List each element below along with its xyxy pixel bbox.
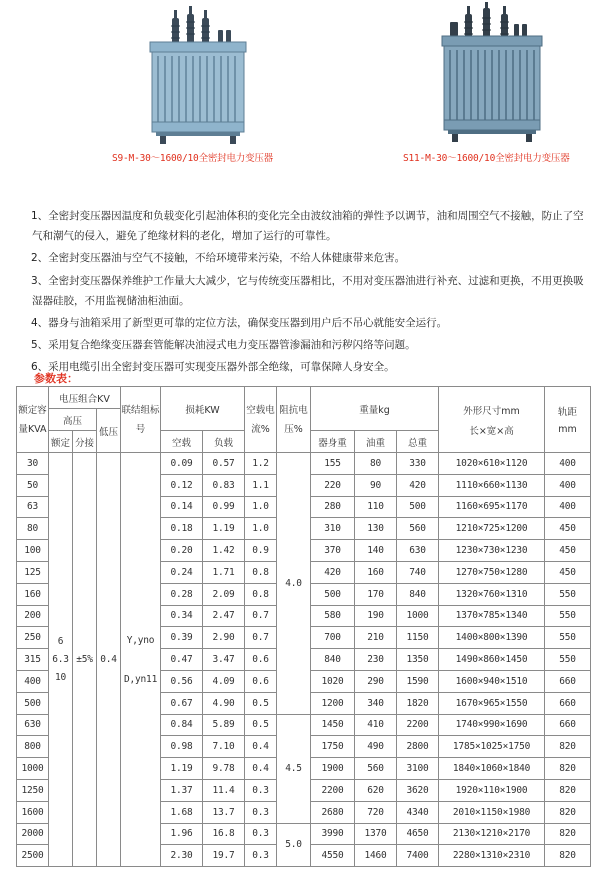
cell-total-weight: 840 <box>397 583 439 605</box>
cell-no-load-loss: 1.19 <box>161 758 203 780</box>
cell-oil-weight: 230 <box>355 649 397 671</box>
rated-hv-value: 6.3 <box>52 653 69 665</box>
oil-transformer-icon <box>0 0 300 175</box>
cell-no-load-current: 1.0 <box>245 496 277 518</box>
cell-body-weight: 370 <box>311 540 355 562</box>
header-tap: 分接 <box>73 431 97 453</box>
cell-gauge: 820 <box>545 801 591 823</box>
cell-no-load-current: 0.3 <box>245 779 277 801</box>
oil-transformer-icon <box>300 0 600 175</box>
cell-gauge: 550 <box>545 649 591 671</box>
cell-capacity: 125 <box>17 561 49 583</box>
cell-total-weight: 740 <box>397 561 439 583</box>
header-low-voltage: 低压 <box>97 409 121 453</box>
cell-capacity: 630 <box>17 714 49 736</box>
cell-load-loss: 16.8 <box>203 823 245 845</box>
cell-dimensions: 1020×610×1120 <box>439 453 545 475</box>
cell-no-load-current: 0.4 <box>245 736 277 758</box>
cell-body-weight: 155 <box>311 453 355 475</box>
cell-dimensions: 1210×725×1200 <box>439 518 545 540</box>
cell-connection-group <box>121 453 161 867</box>
header-body-weight: 器身重 <box>311 431 355 453</box>
cell-dimensions: 1270×750×1280 <box>439 561 545 583</box>
cell-capacity: 100 <box>17 540 49 562</box>
cell-capacity: 500 <box>17 692 49 714</box>
product-card-s9 <box>0 0 300 175</box>
cell-dimensions: 1740×990×1690 <box>439 714 545 736</box>
cell-no-load-loss: 2.30 <box>161 845 203 867</box>
cell-impedance: 4.5 <box>277 714 311 823</box>
cell-body-weight: 2680 <box>311 801 355 823</box>
cell-oil-weight: 290 <box>355 670 397 692</box>
cell-oil-weight: 340 <box>355 692 397 714</box>
cell-total-weight: 1820 <box>397 692 439 714</box>
cell-load-loss: 9.78 <box>203 758 245 780</box>
cell-load-loss: 13.7 <box>203 801 245 823</box>
cell-total-weight: 330 <box>397 453 439 475</box>
cell-load-loss: 0.83 <box>203 474 245 496</box>
cell-oil-weight: 130 <box>355 518 397 540</box>
cell-total-weight: 1000 <box>397 605 439 627</box>
cell-tap: ±5% <box>73 453 97 867</box>
cell-gauge: 820 <box>545 736 591 758</box>
cell-gauge: 550 <box>545 605 591 627</box>
cell-load-loss: 19.7 <box>203 845 245 867</box>
cell-no-load-loss: 0.14 <box>161 496 203 518</box>
cell-no-load-loss: 0.12 <box>161 474 203 496</box>
cell-capacity: 30 <box>17 453 49 475</box>
cell-no-load-loss: 0.98 <box>161 736 203 758</box>
cell-no-load-loss: 0.34 <box>161 605 203 627</box>
header-dimensions-sub: 长×宽×高 <box>469 425 514 437</box>
cell-total-weight: 3620 <box>397 779 439 801</box>
cell-body-weight: 220 <box>311 474 355 496</box>
cell-no-load-current: 0.6 <box>245 670 277 692</box>
cell-dimensions: 2280×1310×2310 <box>439 845 545 867</box>
cell-oil-weight: 80 <box>355 453 397 475</box>
header-rated-capacity: 额定容量KVA <box>17 387 49 453</box>
product-card-s11 <box>300 0 600 175</box>
header-connection-group: 联结组标号 <box>121 387 161 453</box>
cell-oil-weight: 560 <box>355 758 397 780</box>
parameter-table-body <box>17 453 591 867</box>
cell-no-load-current: 0.7 <box>245 627 277 649</box>
cell-no-load-current: 0.3 <box>245 845 277 867</box>
cell-impedance: 5.0 <box>277 823 311 867</box>
cell-capacity: 400 <box>17 670 49 692</box>
cell-load-loss: 1.71 <box>203 561 245 583</box>
cell-no-load-current: 0.5 <box>245 714 277 736</box>
cell-rated-hv <box>49 453 73 867</box>
cell-body-weight: 1900 <box>311 758 355 780</box>
cell-body-weight: 2200 <box>311 779 355 801</box>
feature-item: 3、全密封变压器保养维护工作量大大减少，它与传统变压器相比，不用对变压器油进行补充、过滤和更换，不用更换吸湿器硅胶，不用监视储油柜油面。 <box>31 275 584 307</box>
rated-hv-value: 10 <box>54 671 67 683</box>
cell-dimensions: 1160×695×1170 <box>439 496 545 518</box>
feature-list <box>12 206 592 380</box>
cell-gauge: 660 <box>545 692 591 714</box>
cell-dimensions: 1600×940×1510 <box>439 670 545 692</box>
cell-gauge: 820 <box>545 845 591 867</box>
cell-lv: 0.4 <box>97 453 121 867</box>
cell-gauge: 820 <box>545 779 591 801</box>
cell-load-loss: 4.09 <box>203 670 245 692</box>
cell-total-weight: 500 <box>397 496 439 518</box>
cell-gauge: 550 <box>545 583 591 605</box>
product-caption: S9-M-30～1600/10全密封电力变压器 <box>112 153 273 164</box>
cell-oil-weight: 190 <box>355 605 397 627</box>
cell-gauge: 820 <box>545 758 591 780</box>
cell-capacity: 2500 <box>17 845 49 867</box>
cell-body-weight: 1750 <box>311 736 355 758</box>
cell-dimensions: 1670×965×1550 <box>439 692 545 714</box>
cell-no-load-loss: 0.39 <box>161 627 203 649</box>
cell-no-load-loss: 1.68 <box>161 801 203 823</box>
header-dimensions <box>439 387 545 453</box>
cell-total-weight: 2800 <box>397 736 439 758</box>
cell-no-load-loss: 0.84 <box>161 714 203 736</box>
cell-load-loss: 11.4 <box>203 779 245 801</box>
cell-no-load-current: 0.8 <box>245 561 277 583</box>
cell-no-load-current: 0.8 <box>245 583 277 605</box>
connection-group-value: D,yn11 <box>123 673 158 685</box>
cell-load-loss: 2.90 <box>203 627 245 649</box>
cell-total-weight: 3100 <box>397 758 439 780</box>
cell-body-weight: 700 <box>311 627 355 649</box>
cell-dimensions: 1230×730×1230 <box>439 540 545 562</box>
cell-body-weight: 310 <box>311 518 355 540</box>
cell-dimensions: 1840×1060×1840 <box>439 758 545 780</box>
cell-dimensions: 1110×660×1130 <box>439 474 545 496</box>
cell-dimensions: 2130×1210×2170 <box>439 823 545 845</box>
cell-no-load-current: 0.5 <box>245 692 277 714</box>
cell-dimensions: 2010×1150×1980 <box>439 801 545 823</box>
cell-gauge: 400 <box>545 474 591 496</box>
feature-item: 4、器身与油箱采用了新型更可靠的定位方法，确保变压器到用户后不吊心就能安全运行。 <box>31 317 448 329</box>
cell-gauge: 450 <box>545 561 591 583</box>
cell-capacity: 2000 <box>17 823 49 845</box>
cell-no-load-loss: 1.37 <box>161 779 203 801</box>
header-rated: 额定 <box>49 431 73 453</box>
cell-no-load-loss: 0.09 <box>161 453 203 475</box>
header-voltage-combo: 电压组合KV <box>49 387 121 409</box>
cell-body-weight: 1200 <box>311 692 355 714</box>
header-loss: 损耗KW <box>161 387 245 431</box>
cell-load-loss: 2.47 <box>203 605 245 627</box>
cell-capacity: 160 <box>17 583 49 605</box>
cell-no-load-current: 0.7 <box>245 605 277 627</box>
feature-item: 1、全密封变压器因温度和负载变化引起油体积的变化完全由波纹油箱的弹性予以调节，油和周围空气不接触，防止了空气和潮气的侵入，避免了绝缘材料的老化，增加了运行的可靠性。 <box>31 210 584 242</box>
cell-no-load-loss: 1.96 <box>161 823 203 845</box>
cell-capacity: 1000 <box>17 758 49 780</box>
cell-body-weight: 1020 <box>311 670 355 692</box>
cell-capacity: 1250 <box>17 779 49 801</box>
cell-oil-weight: 620 <box>355 779 397 801</box>
header-gauge-label: 轨距 <box>558 407 578 418</box>
cell-capacity: 1600 <box>17 801 49 823</box>
cell-gauge: 660 <box>545 670 591 692</box>
cell-oil-weight: 90 <box>355 474 397 496</box>
header-total-weight: 总重 <box>397 431 439 453</box>
cell-body-weight: 420 <box>311 561 355 583</box>
cell-dimensions: 1320×760×1310 <box>439 583 545 605</box>
cell-oil-weight: 410 <box>355 714 397 736</box>
cell-capacity: 315 <box>17 649 49 671</box>
cell-no-load-loss: 0.56 <box>161 670 203 692</box>
cell-body-weight: 3990 <box>311 823 355 845</box>
cell-capacity: 63 <box>17 496 49 518</box>
feature-item: 6、采用电缆引出全密封变压器可实现变压器外部全绝缘，可靠保障人身安全。 <box>31 361 395 373</box>
product-caption: S11-M-30～1600/10全密封电力变压器 <box>403 153 570 164</box>
header-load: 负载 <box>203 431 245 453</box>
cell-oil-weight: 110 <box>355 496 397 518</box>
cell-total-weight: 1350 <box>397 649 439 671</box>
cell-oil-weight: 140 <box>355 540 397 562</box>
cell-dimensions: 1785×1025×1750 <box>439 736 545 758</box>
parameter-table <box>16 386 591 867</box>
cell-oil-weight: 210 <box>355 627 397 649</box>
cell-gauge: 820 <box>545 823 591 845</box>
table-row <box>17 453 591 475</box>
cell-dimensions: 1920×110×1900 <box>439 779 545 801</box>
cell-body-weight: 500 <box>311 583 355 605</box>
cell-oil-weight: 170 <box>355 583 397 605</box>
cell-no-load-loss: 0.47 <box>161 649 203 671</box>
cell-load-loss: 1.19 <box>203 518 245 540</box>
cell-no-load-current: 0.9 <box>245 540 277 562</box>
cell-body-weight: 1450 <box>311 714 355 736</box>
cell-gauge: 450 <box>545 518 591 540</box>
feature-item: 5、采用复合绝缘变压器套管能解决油浸式电力变压器管渗漏油和污秽闪络等问题。 <box>31 339 416 351</box>
cell-oil-weight: 490 <box>355 736 397 758</box>
cell-oil-weight: 1460 <box>355 845 397 867</box>
cell-no-load-current: 1.1 <box>245 474 277 496</box>
cell-total-weight: 1150 <box>397 627 439 649</box>
feature-item: 2、全密封变压器油与空气不接触，不给环境带来污染，不给人体健康带来危害。 <box>31 252 406 264</box>
cell-no-load-loss: 0.20 <box>161 540 203 562</box>
connection-group-value: Y,yno <box>126 634 155 646</box>
cell-capacity: 800 <box>17 736 49 758</box>
cell-total-weight: 4340 <box>397 801 439 823</box>
cell-dimensions: 1490×860×1450 <box>439 649 545 671</box>
cell-capacity: 80 <box>17 518 49 540</box>
cell-total-weight: 560 <box>397 518 439 540</box>
header-no-load-current: 空载电流% <box>245 387 277 453</box>
cell-body-weight: 840 <box>311 649 355 671</box>
cell-load-loss: 0.57 <box>203 453 245 475</box>
cell-total-weight: 4650 <box>397 823 439 845</box>
cell-total-weight: 2200 <box>397 714 439 736</box>
cell-total-weight: 630 <box>397 540 439 562</box>
cell-no-load-current: 0.4 <box>245 758 277 780</box>
header-no-load: 空载 <box>161 431 203 453</box>
cell-no-load-current: 0.3 <box>245 823 277 845</box>
cell-impedance: 4.0 <box>277 453 311 715</box>
cell-body-weight: 4550 <box>311 845 355 867</box>
header-dimensions-label: 外形尺寸mm <box>463 405 520 417</box>
cell-capacity: 200 <box>17 605 49 627</box>
cell-no-load-loss: 0.18 <box>161 518 203 540</box>
header-impedance: 阻抗电压% <box>277 387 311 453</box>
cell-load-loss: 5.89 <box>203 714 245 736</box>
header-weight: 重量kg <box>311 387 439 431</box>
cell-gauge: 450 <box>545 540 591 562</box>
cell-no-load-current: 1.0 <box>245 518 277 540</box>
cell-dimensions: 1400×800×1390 <box>439 627 545 649</box>
cell-no-load-loss: 0.28 <box>161 583 203 605</box>
cell-oil-weight: 720 <box>355 801 397 823</box>
header-oil-weight: 油重 <box>355 431 397 453</box>
cell-load-loss: 2.09 <box>203 583 245 605</box>
params-title: 参数表： <box>34 372 78 385</box>
cell-total-weight: 7400 <box>397 845 439 867</box>
cell-body-weight: 580 <box>311 605 355 627</box>
cell-no-load-loss: 0.67 <box>161 692 203 714</box>
header-high-voltage: 高压 <box>49 409 97 431</box>
cell-oil-weight: 160 <box>355 561 397 583</box>
cell-no-load-loss: 0.24 <box>161 561 203 583</box>
cell-no-load-current: 0.3 <box>245 801 277 823</box>
cell-load-loss: 7.10 <box>203 736 245 758</box>
cell-total-weight: 1590 <box>397 670 439 692</box>
cell-no-load-current: 1.2 <box>245 453 277 475</box>
cell-load-loss: 4.90 <box>203 692 245 714</box>
cell-load-loss: 0.99 <box>203 496 245 518</box>
cell-oil-weight: 1370 <box>355 823 397 845</box>
cell-body-weight: 280 <box>311 496 355 518</box>
cell-load-loss: 3.47 <box>203 649 245 671</box>
cell-dimensions: 1370×785×1340 <box>439 605 545 627</box>
header-gauge <box>545 387 591 453</box>
cell-capacity: 250 <box>17 627 49 649</box>
header-gauge-unit: mm <box>558 424 577 435</box>
cell-gauge: 400 <box>545 496 591 518</box>
rated-hv-value: 6 <box>57 635 64 647</box>
cell-gauge: 550 <box>545 627 591 649</box>
cell-no-load-current: 0.6 <box>245 649 277 671</box>
cell-gauge: 400 <box>545 453 591 475</box>
cell-gauge: 660 <box>545 714 591 736</box>
cell-total-weight: 420 <box>397 474 439 496</box>
cell-load-loss: 1.42 <box>203 540 245 562</box>
cell-capacity: 50 <box>17 474 49 496</box>
